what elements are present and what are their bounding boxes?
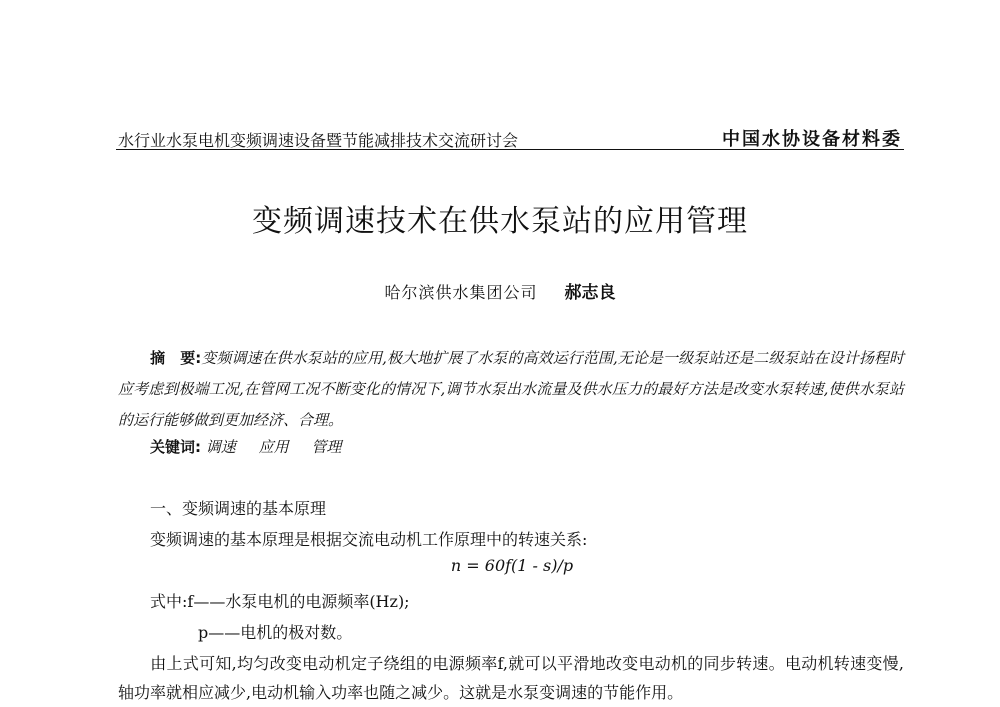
formula-variable-p: p——电机的极对数。: [198, 623, 353, 642]
formula-variable-f: 式中:f——水泵电机的电源频率(Hz);: [150, 592, 410, 611]
running-header-organization: 中国水协设备材料委: [722, 129, 902, 150]
keyword-item: 应用: [258, 438, 289, 456]
keyword-item: 调速: [205, 438, 236, 456]
keyword-item: 管理: [311, 438, 342, 456]
keywords: [150, 436, 359, 457]
author-affiliation: 哈尔滨供水集团公司: [384, 283, 538, 302]
abstract-text: 变频调速在供水泵站的应用,极大地扩展了水泵的高效运行范围,无论是一级泵站还是二级泵站在设计扬程时应考虑到极端工况,在管网工况不断变化的情况下,调节水泵出水流量及供水压力的最好方法是改变水泵转速,使供水泵站的运行能够做到更加经济、合理。: [118, 349, 904, 429]
body-paragraph: [118, 649, 904, 707]
abstract-label: 摘 要:: [150, 349, 202, 367]
body-paragraph-text: 由上式可知,均匀改变电动机定子绕组的电源频率f,就可以平滑地改变电动机的同步转速。电动机转速变慢,轴功率就相应减少,电动机输入功率也随之减少。这就是水泵变调速的节能作用。: [118, 654, 904, 702]
speed-formula: n = 60f(1 - s)/p: [450, 556, 574, 575]
body-paragraph: 变频调速的基本原理是根据交流电动机工作原理中的转速关系:: [150, 530, 588, 549]
author-line: [0, 278, 1000, 303]
author-name: 郝志良: [564, 283, 616, 303]
header-rule: [116, 149, 904, 150]
section-heading: 一、变频调速的基本原理: [150, 499, 327, 518]
paper-title: 变频调速技术在供水泵站的应用管理: [252, 204, 748, 239]
keywords-label: 关键词:: [150, 438, 201, 456]
abstract: [118, 343, 904, 436]
running-header-conference: 水行业水泵电机变频调速设备暨节能减排技术交流研讨会: [118, 131, 519, 150]
